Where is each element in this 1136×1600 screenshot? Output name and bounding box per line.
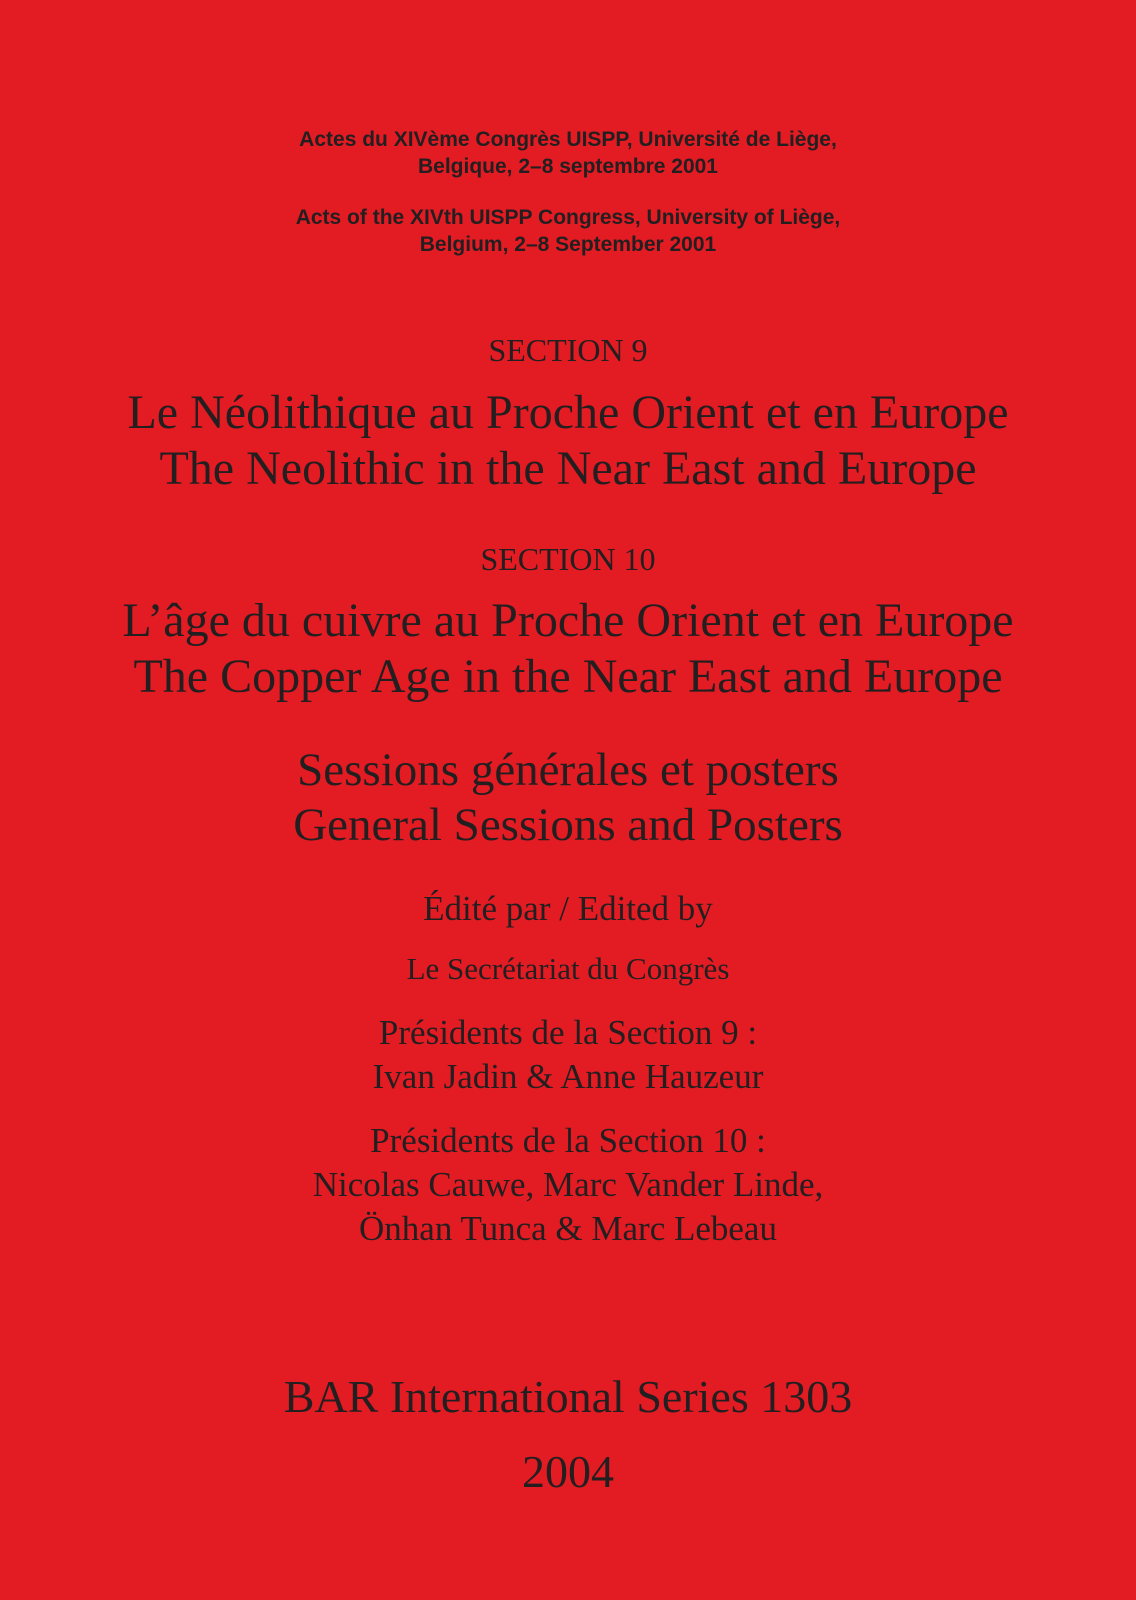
congress-header-en-line2: Belgium, 2–8 September 2001	[419, 233, 717, 256]
congress-header-fr-line1: Actes du XIVème Congrès UISPP, Université de Liège,	[299, 128, 837, 151]
section10-label: SECTION 10	[480, 541, 656, 577]
section9-title-en: The Neolithic in the Near East and Europe	[159, 442, 977, 495]
section10-presidents-heading: Présidents de la Section 10 :	[370, 1121, 766, 1160]
sessions-title-en: General Sessions and Posters	[293, 799, 843, 851]
section9-title-fr: Le Néolithique au Proche Orient et en Europe	[127, 386, 1009, 439]
series-name: BAR International Series 1303	[283, 1371, 853, 1422]
edited-by-label: Édité par / Edited by	[423, 889, 713, 928]
sessions-title-fr: Sessions générales et posters	[297, 744, 839, 796]
section9-presidents-heading: Présidents de la Section 9 :	[378, 1013, 758, 1052]
section9-presidents-names: Ivan Jadin & Anne Hauzeur	[372, 1057, 764, 1096]
publication-year: 2004	[522, 1446, 614, 1497]
section10-title-fr: L’âge du cuivre au Proche Orient et en Europe	[122, 594, 1014, 647]
section10-title-en: The Copper Age in the Near East and Europe	[133, 650, 1003, 703]
congress-header-en-line1: Acts of the XIVth UISPP Congress, University of Liège,	[295, 206, 841, 229]
congress-header-fr-line2: Belgique, 2–8 septembre 2001	[418, 155, 718, 178]
section10-presidents-names-line1: Nicolas Cauwe, Marc Vander Linde,	[312, 1165, 824, 1204]
secretariat-name: Le Secrétariat du Congrès	[406, 951, 730, 986]
section10-presidents-names-line2: Önhan Tunca & Marc Lebeau	[359, 1209, 777, 1248]
section9-label: SECTION 9	[488, 332, 648, 368]
